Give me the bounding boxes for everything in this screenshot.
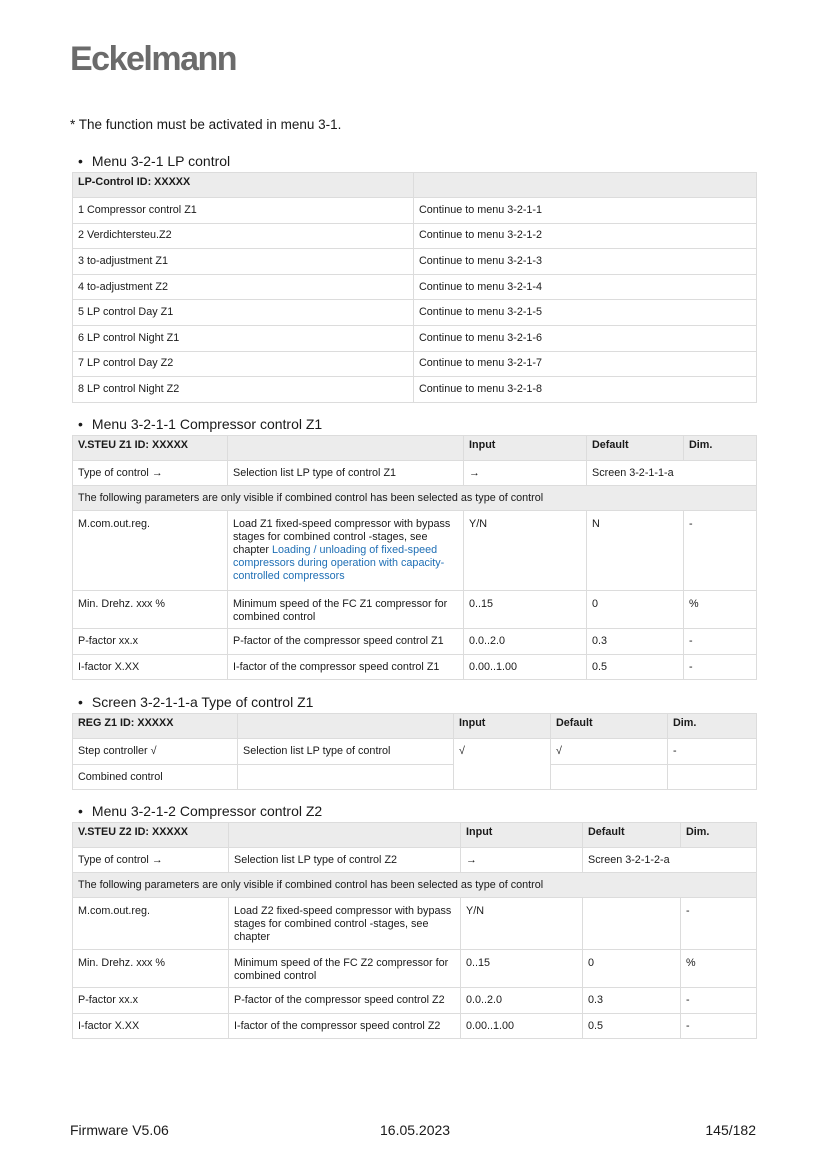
menu-link[interactable]: Continue to menu 3-2-1-6 — [414, 325, 757, 351]
table-row: P-factor xx.x P-factor of the compressor speed control Z1 0.0..2.0 0.3 - — [73, 629, 757, 655]
section-compressor-control-z2 — [72, 803, 756, 1039]
section-type-of-control-z1 — [72, 694, 756, 790]
table-row[interactable]: 3 to-adjustment Z1 Continue to menu 3-2-1-3 — [73, 249, 757, 275]
table-row: M.com.out.reg. Load Z1 fixed-speed compressor with bypass stages for combined control -stages, see chapter Loading / unloading of fixed-speed compressors during operation with capacity-controlled compressors Y/N N - — [73, 511, 757, 591]
table-row: Min. Drehz. xxx % Minimum speed of the FC Z1 compressor for combined control 0..15 0 % — [73, 591, 757, 629]
table-header: LP-Control ID: XXXXX — [73, 173, 414, 198]
table-row: Type of control → Selection list LP type of control Z2 → Screen 3-2-1-2-a — [73, 848, 757, 873]
section-compressor-control-z1 — [72, 416, 756, 680]
table-row[interactable]: Step controller √ Selection list LP type of control √ √ - — [73, 739, 757, 765]
table-row[interactable]: 4 to-adjustment Z2 Continue to menu 3-2-1-4 — [73, 274, 757, 300]
menu-link[interactable]: Continue to menu 3-2-1-7 — [414, 351, 757, 377]
footer-firmware: Firmware V5.06 — [70, 1122, 169, 1138]
menu-link[interactable]: Continue to menu 3-2-1-3 — [414, 249, 757, 275]
section-title: • Menu 3-2-1-2 Compressor control Z2 — [78, 803, 756, 819]
table-row: I-factor X.XX I-factor of the compressor speed control Z1 0.00..1.00 0.5 - — [73, 655, 757, 680]
footer-page-number: 145/182 — [705, 1122, 756, 1138]
footer-date: 16.05.2023 — [380, 1122, 451, 1138]
activation-note: * The function must be activated in menu 3-1. — [70, 117, 342, 132]
section-title: • Menu 3-2-1 LP control — [78, 153, 756, 169]
menu-link[interactable]: Continue to menu 3-2-1-8 — [414, 377, 757, 403]
lp-control-table — [72, 172, 757, 403]
menu-link[interactable]: Continue to menu 3-2-1-5 — [414, 300, 757, 326]
option-step-controller[interactable]: Step controller √ — [73, 739, 238, 765]
option-combined-control[interactable]: Combined control — [73, 765, 238, 790]
type-of-control-table: REG Z1 ID: XXXXX Input Default Dim. Step controller √ Selection list LP type of control √ √ - Combined control — [72, 713, 757, 790]
table-row: M.com.out.reg. Load Z2 fixed-speed compressor with bypass stages for combined control -stages, see chapter Y/N - — [73, 898, 757, 950]
menu-link[interactable]: Continue to menu 3-2-1-1 — [414, 198, 757, 224]
info-row: The following parameters are only visible if combined control has been selected as type of control — [73, 486, 757, 511]
menu-link[interactable]: Continue to menu 3-2-1-4 — [414, 274, 757, 300]
table-row[interactable]: 2 Verdichtersteu.Z2 Continue to menu 3-2-1-2 — [73, 223, 757, 249]
table-row: Min. Drehz. xxx % Minimum speed of the FC Z2 compressor for combined control 0..15 0 % — [73, 950, 757, 988]
table-row: Type of control → Selection list LP type of control Z1 → Screen 3-2-1-1-a — [73, 461, 757, 486]
table-row[interactable]: 6 LP control Night Z1 Continue to menu 3-2-1-6 — [73, 325, 757, 351]
brand-logo: Eckelmann — [70, 40, 237, 78]
table-row: P-factor xx.x P-factor of the compressor speed control Z2 0.0..2.0 0.3 - — [73, 988, 757, 1014]
table-row: I-factor X.XX I-factor of the compressor speed control Z2 0.00..1.00 0.5 - — [73, 1014, 757, 1039]
table-row[interactable]: 8 LP control Night Z2 Continue to menu 3-2-1-8 — [73, 377, 757, 403]
section-title: • Screen 3-2-1-1-a Type of control Z1 — [78, 694, 756, 710]
table-row[interactable]: 7 LP control Day Z2 Continue to menu 3-2-1-7 — [73, 351, 757, 377]
table-row[interactable]: 5 LP control Day Z1 Continue to menu 3-2-1-5 — [73, 300, 757, 326]
table-row[interactable]: 1 Compressor control Z1 Continue to menu 3-2-1-1 — [73, 198, 757, 224]
screen-link[interactable]: Screen 3-2-1-1-a — [587, 461, 757, 486]
menu-link[interactable]: Continue to menu 3-2-1-2 — [414, 223, 757, 249]
compressor-z1-table: V.STEU Z1 ID: XXXXX Input Default Dim. Type of control → Selection list LP type of control Z1 → Screen 3-2-1-1-a The following parameters are only visible if combined control has been selected as type of control M.com.out.reg. Load Z1 fixed-speed compressor with bypass stages for combined control -stages, see chapter Loading / unloading of fixed-speed compressors during operation with capacity-controlled compressors Y/N N - Min. Drehz. xxx % Minimum speed of the FC Z1 compressor for combined control 0..15 0 % P-factor xx.x P-factor of the compressor speed control Z1 0.0..2.0 0.3 - I-factor X.XX I-factor of the compressor speed control Z1 0.00..1.00 0.5 - — [72, 435, 757, 680]
compressor-z2-table: V.STEU Z2 ID: XXXXX Input Default Dim. Type of control → Selection list LP type of control Z2 → Screen 3-2-1-2-a The following parameters are only visible if combined control has been selected as type of control M.com.out.reg. Load Z2 fixed-speed compressor with bypass stages for combined control -stages, see chapter Y/N - Min. Drehz. xxx % Minimum speed of the FC Z2 compressor for combined control 0..15 0 % P-factor xx.x P-factor of the compressor speed control Z2 0.0..2.0 0.3 - I-factor X.XX I-factor of the compressor speed control Z2 0.00..1.00 0.5 - — [72, 822, 757, 1039]
info-row: The following parameters are only visible if combined control has been selected as type of control — [73, 873, 757, 898]
section-title: • Menu 3-2-1-1 Compressor control Z1 — [78, 416, 756, 432]
section-lp-control — [72, 153, 756, 403]
screen-link[interactable]: Screen 3-2-1-2-a — [583, 848, 757, 873]
table-row[interactable] — [73, 765, 757, 790]
chapter-link[interactable]: Loading / unloading of fixed-speed compressors during operation with capacity-controlled compressors — [233, 544, 445, 582]
